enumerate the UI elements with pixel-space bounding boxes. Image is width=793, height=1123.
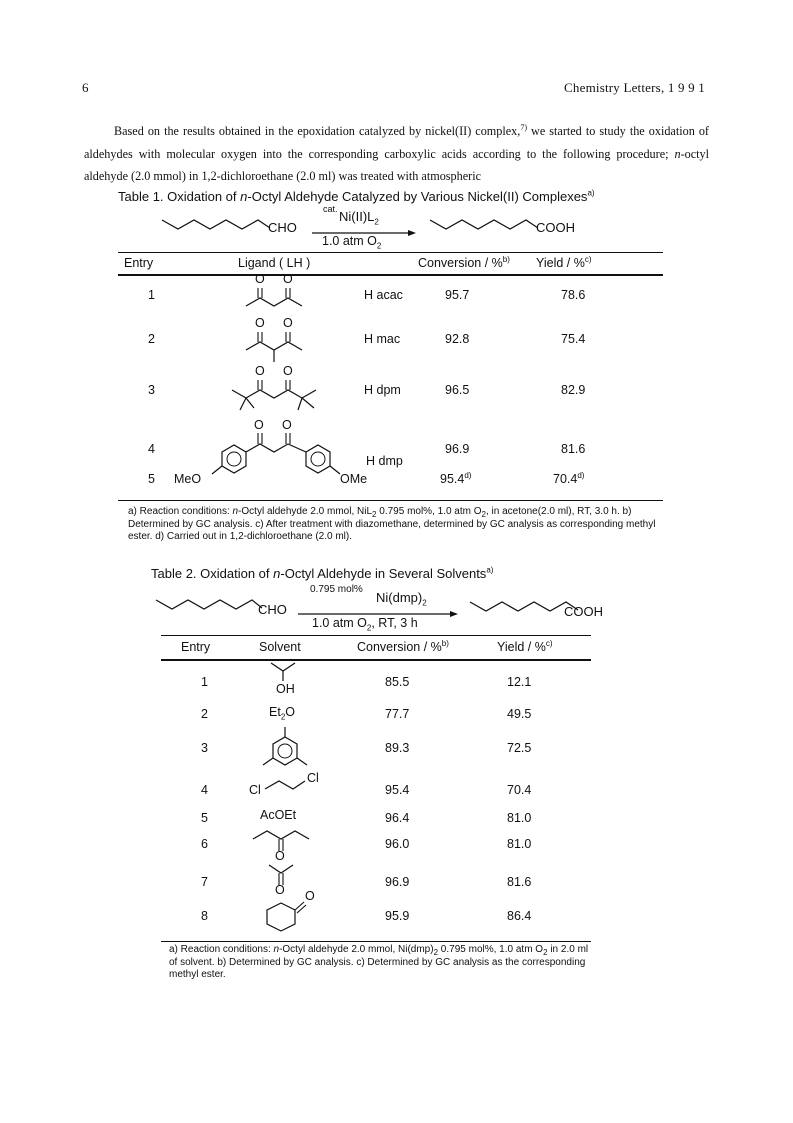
cyclohexanone-structure [257,889,327,942]
reference-mark: 7) [520,122,527,132]
dmp-ome: OMe [340,472,368,486]
t2-loading-label: 0.795 mol% [310,584,363,595]
t2-header-yield: Yield / %$^{c)}$ [497,638,553,654]
t2-reactant-label: CHO [258,602,287,617]
mac-structure [236,316,326,367]
page-number: 6 [82,80,89,95]
t1-row1-conversion: 95.7 [445,288,470,302]
t1-row3-conversion: 96.5 [445,383,470,397]
isopropanol-structure [265,661,305,686]
t2-row5-entry: 5 [201,811,208,825]
t1-row4-entry: 4 [148,442,155,456]
table1-caption-italic: n [240,189,248,204]
t2-bottom-rule [161,941,591,942]
t2-condition-label: 1.0 atm $O_2$, RT, 3 h [312,616,418,633]
octyl-chain-reactant-2 [156,600,262,609]
t1-bottom-rule [118,500,663,501]
t2-row8-yield: 86.4 [507,909,532,923]
t1-row2-entry: 2 [148,332,155,346]
body-line1: Based on the results obtained in the epoxidation catalyzed by nickel(II) complex, [114,124,521,138]
table2-caption [151,566,493,581]
t1-row5-conversion: 95.4$^{d)}$ [440,470,472,486]
journal-header: Chemistry Letters, 1 9 9 1 [564,80,705,95]
table1-caption-sup: a) [587,188,595,198]
t2-row2-conversion: 77.7 [385,707,410,721]
t1-header-yield: Yield / %$^{c)}$ [536,254,592,270]
t2-row4-yield: 70.4 [507,783,532,797]
arrow-head [408,230,416,236]
table2-footnote: a) Reaction conditions: n-Octyl aldehyde 2.0 mmol, $Ni(dmp)_2$ 0.795 mol%, 1.0 atm $O_2$ in 2.0 ml of solvent. b) Determined by GC analysis. c) Determined by GC analysis as the corresponding methyl ester. [169,944,589,980]
t1-header-rule [118,274,663,276]
t2-row1-solvent: OH [276,682,295,696]
table2-caption-post: -Octyl Aldehyde in Several Solvents [280,566,487,581]
table2-caption-italic: n [273,566,281,581]
dek-o: O [275,849,285,863]
t2-row2-entry: 2 [201,707,208,721]
t2-row6-conversion: 96.0 [385,837,410,851]
t2-top-rule [161,635,591,636]
acac-o1: O [255,272,265,286]
acetone-o: O [275,883,285,897]
octyl-chain-reactant [162,220,270,229]
acetone-structure [265,863,305,897]
t1-header-entry: Entry [124,256,154,270]
body-line-rest: -octyl aldehyde (2.0 mmol) in 1,2-dichloroethane (2.0 ml) was treated with atmospheric [84,146,709,183]
body-italic-n: n [674,146,681,161]
table1-caption-pre: Table 1. Oxidation of [118,189,241,204]
t2-header-entry: Entry [181,640,211,654]
body-paragraph [84,120,709,188]
t1-header-conversion: Conversion / %$^{b)}$ [418,254,510,270]
t1-row2-ligand: H mac [364,332,401,346]
t2-catalyst-label: $Ni(dmp)_2$ [376,590,427,608]
t2-product-label: COOH [564,604,603,619]
t1-row2-conversion: 92.8 [445,332,470,346]
t2-row2-yield: 49.5 [507,707,532,721]
t1-catalyst-label: $Ni(II)L_2$ [339,209,379,227]
octyl-chain-product-2 [470,602,578,611]
table1-caption-post: -Octyl Aldehyde Catalyzed by Various Nickel(II) Complexes [247,189,588,204]
dce-cl2: Cl [307,771,319,785]
t2-row1-entry: 1 [201,675,208,689]
t1-row4-ligand: H dmp [366,454,403,468]
t2-row4-conversion: 95.4 [385,783,410,797]
arrow-head-2 [450,611,458,617]
mac-o1: O [255,316,265,330]
t1-row1-ligand: H acac [364,288,403,302]
t1-row1-yield: 78.6 [561,288,586,302]
dichloroethane-structure [247,771,327,804]
t2-row7-conversion: 96.9 [385,875,410,889]
dce-cl1: Cl [249,783,261,797]
t2-row3-entry: 3 [201,741,208,755]
table2 [161,635,591,941]
dmp-meo: MeO [174,472,202,486]
dpm-structure [218,364,338,417]
t2-row7-yield: 81.6 [507,875,532,889]
t1-top-rule [118,252,663,253]
t1-row3-yield: 82.9 [561,383,586,397]
t1-row5-yield: 70.4$^{d)}$ [553,470,585,486]
table2-caption-sup: a) [486,565,494,575]
diethyl-ketone-structure [249,829,319,863]
t2-row5-solvent: AcOEt [260,808,297,822]
t1-row4-yield: 81.6 [561,442,586,456]
t1-row1-entry: 1 [148,288,155,302]
t2-row6-entry: 6 [201,837,208,851]
t1-row3-ligand: H dpm [364,383,401,397]
t2-header-conversion: Conversion / %$^{b)}$ [357,638,449,654]
dmp-structure [174,418,384,487]
t2-row8-conversion: 95.9 [385,909,410,923]
acac-structure [236,272,326,319]
t1-cat-label: cat. [323,204,338,214]
t2-row3-yield: 72.5 [507,741,532,755]
t1-row2-yield: 75.4 [561,332,586,346]
t1-row3-entry: 3 [148,383,155,397]
body-line1-post: we started to study the oxidation of aldehydes with molecular oxygen into the corresponding carboxylic acids according to the following procedure; [84,124,709,161]
t1-condition-label: 1.0 atm $O_2$ [322,234,382,251]
t1-reactant-label: CHO [268,220,297,235]
t2-row4-entry: 4 [201,783,208,797]
t2-header-rule [161,659,591,661]
t2-row5-yield: 81.0 [507,811,532,825]
table2-scheme [150,584,630,634]
t1-header-ligand: Ligand ( LH ) [238,256,311,270]
acac-o2: O [283,272,293,286]
table1-footnote: a) Reaction conditions: n-Octyl aldehyde 2.0 mmol, NiL$_2$ 0.795 mol%, 1.0 atm $O_2$, in acetone(2.0 ml), RT, 3.0 h. b) Determined by GC analysis. c) After treatment with diazomethane, determined by GC analysis as corresponding methyl ester. d) Carried out in 1,2-dichloroethane (2.0 ml). [128,506,656,542]
cyclohexanone-o: O [305,889,315,903]
table1-scheme [140,204,600,250]
t2-row8-entry: 8 [201,909,208,923]
dpm-o2: O [283,364,293,378]
table1-caption [118,189,595,204]
t1-row5-entry: 5 [148,472,155,486]
dmp-o2: O [282,418,292,432]
t2-row1-conversion: 85.5 [385,675,410,689]
t1-row4-conversion: 96.9 [445,442,470,456]
t2-row6-yield: 81.0 [507,837,532,851]
t1-product-label: COOH [536,220,575,235]
table1 [118,252,663,502]
t2-row2-solvent: $Et_2O$ [269,705,295,722]
table2-caption-pre: Table 2. Oxidation of [151,566,274,581]
octyl-chain-product [430,220,538,229]
t2-row5-conversion: 96.4 [385,811,410,825]
t2-row1-yield: 12.1 [507,675,532,689]
t2-header-solvent: Solvent [259,640,301,654]
dpm-o1: O [255,364,265,378]
t2-row7-entry: 7 [201,875,208,889]
dmp-o1: O [254,418,264,432]
t2-row3-conversion: 89.3 [385,741,410,755]
mac-o2: O [283,316,293,330]
